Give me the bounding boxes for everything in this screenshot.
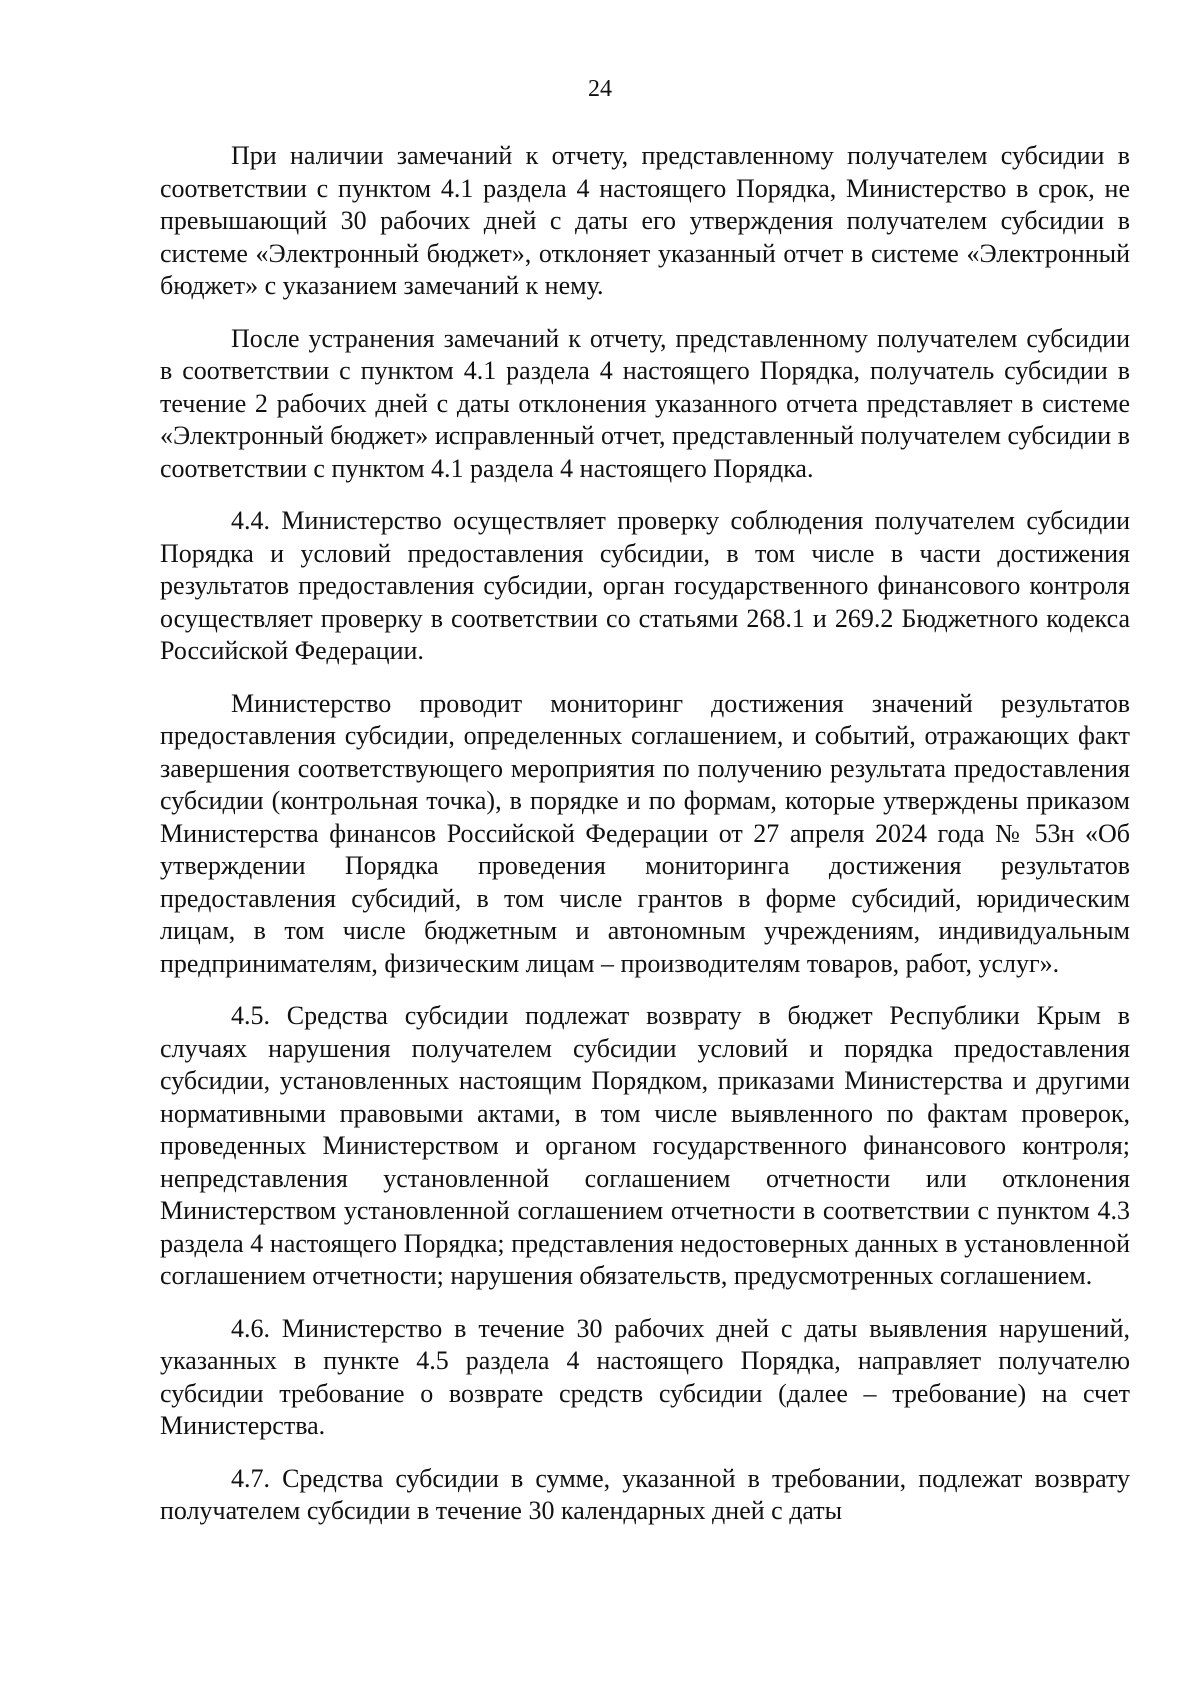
paragraph-4-6: 4.6. Министерство в течение 30 рабочих дней с даты выявления нарушений, указанных в пункте 4.5 раздела 4 настоящего Порядка, направляет получателю субсидии требование о возврате средств субсидии (далее – требование) на счет Министерства. <box>160 1313 1130 1440</box>
paragraph-4-4: 4.4. Министерство осуществляет проверку соблюдения получателем субсидии Порядка и условий предоставления субсидии, в том числе в части достижения результатов предоставления субсидии, орган государственного финансового контроля осуществляет проверку в соответствии со статьями 268.1 и 269.2 Бюджетного кодекса Российской Федерации. <box>160 506 1130 665</box>
paragraph-remarks-report: При наличии замечаний к отчету, представленному получателем субсидии в соответствии с пунктом 4.1 раздела 4 настоящего Порядка, Министерство в срок, не превышающий 30 рабочих дней с даты его утверждения получателем субсидии в системе «Электронный бюджет», отклоняет указанный отчет в системе «Электронный бюджет» с указанием замечаний к нему. <box>160 141 1130 300</box>
paragraph-4-7: 4.7. Средства субсидии в сумме, указанной в требовании, подлежат возврату получателем субсидии в течение 30 календарных дней с даты <box>160 1463 1130 1525</box>
document-body <box>160 140 1130 1548</box>
paragraph-after-remarks: После устранения замечаний к отчету, представленному получателем субсидии в соответствии с пунктом 4.1 раздела 4 настоящего Порядка, получатель субсидии в течение 2 рабочих дней с даты отклонения указанного отчета представляет в системе «Электронный бюджет» исправленный отчет, представленный получателем субсидии в соответствии с пунктом 4.1 раздела 4 настоящего Порядка. <box>160 323 1130 483</box>
paragraph-4-5: 4.5. Средства субсидии подлежат возврату в бюджет Республики Крым в случаях нарушения получателем субсидии условий и порядка предоставления субсидии, установленных настоящим Порядком, приказами Министерства и другими нормативными правовыми актами, в том числе выявленного по фактам проверок, проведенных Министерством и органом государственного финансового контроля; непредставления установленной соглашением отчетности или отклонения Министерством установленной соглашением отчетности в соответствии с пунктом 4.3 раздела 4 настоящего Порядка; представления недостоверных данных в установленной соглашением отчетности; нарушения обязательств, предусмотренных соглашением. <box>160 1001 1130 1290</box>
page-number: 24 <box>588 76 612 102</box>
paragraph-monitoring: Министерство проводит мониторинг достижения значений результатов предоставления субсидии, определенных соглашением, и событий, отражающих факт завершения соответствующего мероприятия по получению результата предоставления субсидии (контрольная точка), в порядке и по формам, которые утверждены приказом Министерства финансов Российской Федерации от 27 апреля 2024 года № 53н «Об утверждении Порядка проведения мониторинга достижения результатов предоставления субсидий, в том числе грантов в форме субсидий, юридическим лицам, в том числе бюджетным и автономным учреждениям, индивидуальным предпринимателям, физическим лицам – производителям товаров, работ, услуг». <box>160 688 1130 978</box>
